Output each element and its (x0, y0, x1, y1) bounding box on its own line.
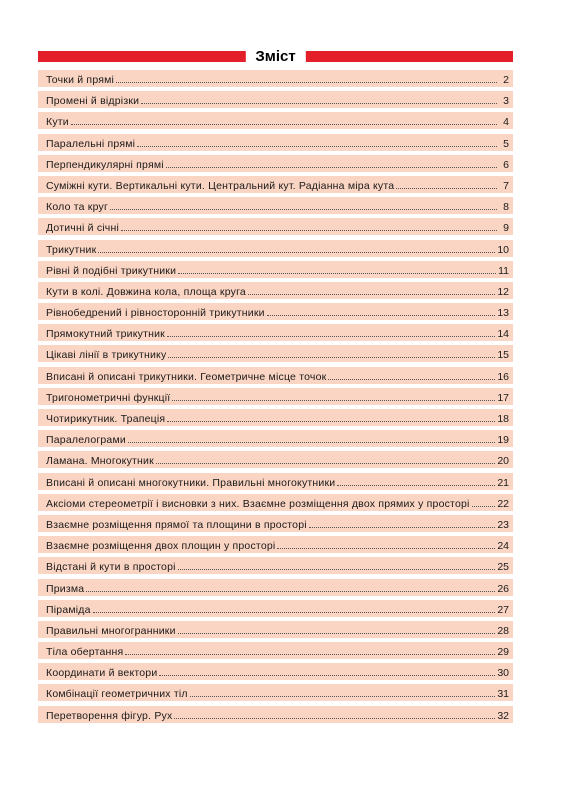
toc-entry[interactable] (38, 155, 513, 172)
toc-entry-page-number: 28 (497, 624, 509, 637)
dot-leader (174, 717, 495, 719)
toc-entry-label: Цікаві лінії в трикутнику (46, 349, 167, 362)
toc-entry-label: Правильні многогранники (46, 624, 176, 637)
toc-entry[interactable] (38, 218, 513, 235)
toc-entry-page-number: 23 (497, 518, 509, 531)
toc-entry-page-number: 31 (497, 688, 509, 701)
toc-entry[interactable] (38, 494, 513, 511)
toc-entry-label: Кути в колі. Довжина кола, площа круга (46, 285, 246, 298)
toc-entry-page-number: 18 (497, 413, 509, 425)
toc-entry-page-number: 10 (497, 243, 509, 256)
toc-entry-label: Ламана. Многокутник (46, 455, 154, 468)
toc-entry-label: Перетворення фігур. Рух (46, 709, 173, 722)
toc-entry-label: Тіла обертання (46, 646, 124, 659)
toc-entry-label: Суміжні кути. Вертикальні кути. Центральний кут. Радіанна міра кута (46, 179, 395, 192)
toc-entry-label: Трикутник (46, 243, 97, 256)
toc-entry-page-number: 11 (498, 264, 509, 277)
dot-leader (267, 314, 496, 316)
dot-leader (121, 229, 497, 231)
toc-entry-label: Відстані й кути в просторі (46, 561, 176, 574)
toc-entry-label: Призма (46, 582, 85, 595)
toc-entry-label: Комбінації геометричних тіл (46, 688, 188, 701)
toc-entry[interactable] (38, 409, 513, 426)
toc-entry[interactable] (38, 197, 513, 214)
toc-entry[interactable] (38, 536, 513, 553)
dot-leader (178, 568, 496, 570)
dot-leader (86, 590, 495, 592)
toc-entry-label: Рівнобедрений і рівносторонній трикутники (46, 307, 265, 320)
toc-entry-page-number: 22 (497, 497, 509, 510)
toc-entry-label: Коло та круг (46, 201, 108, 214)
toc-entry-page-number: 25 (497, 561, 509, 574)
toc-entry-page-number: 9 (503, 222, 509, 235)
dot-leader (125, 653, 495, 655)
toc-entry-page-number: 8 (503, 201, 509, 214)
toc-entry[interactable] (38, 70, 513, 87)
dot-leader (98, 251, 495, 253)
toc-entry-page-number: 4 (503, 116, 509, 129)
toc-entry[interactable] (38, 388, 513, 405)
dot-leader (168, 356, 495, 358)
toc-entry-page-number: 21 (497, 476, 509, 489)
toc-entry-label: Тригонометричні функції (46, 391, 171, 404)
toc-entry-label: Вписані й описані трикутники. Геометричне місце точок (46, 370, 327, 383)
toc-entry[interactable] (38, 261, 513, 278)
dot-leader (116, 81, 497, 83)
toc-entry-label: Вписані й описані многокутники. Правильні многокутники (46, 476, 336, 489)
page-title: Зміст (245, 46, 305, 68)
toc-entry[interactable] (38, 112, 513, 129)
dot-leader (71, 123, 497, 125)
toc-entry-label: Взаємне розміщення двох площин у просторі (46, 540, 276, 553)
table-of-contents (38, 68, 513, 723)
toc-entry-label: Чотирикутник. Трапеція (46, 413, 166, 425)
toc-entry-label: Аксіоми стереометрії і висновки з них. Взаємне розміщення двох прямих у просторі (46, 497, 470, 510)
toc-entry-page-number: 17 (497, 391, 509, 404)
toc-entry[interactable] (38, 324, 513, 341)
dot-leader (141, 102, 497, 104)
dot-leader (337, 484, 495, 486)
toc-entry-page-number: 5 (503, 137, 509, 150)
toc-entry-page-number: 16 (497, 370, 509, 383)
toc-entry-page-number: 24 (497, 540, 509, 553)
dot-leader (172, 399, 495, 401)
dot-leader (178, 272, 496, 274)
toc-entry-label: Координати й вектори (46, 667, 158, 680)
dot-leader (137, 145, 497, 147)
dot-leader (190, 695, 496, 697)
toc-entry-page-number: 30 (497, 667, 509, 680)
toc-entry-page-number: 15 (497, 349, 509, 362)
dot-leader (472, 505, 496, 507)
toc-entry-page-number: 19 (497, 434, 509, 447)
toc-entry[interactable] (38, 303, 513, 320)
dot-leader (178, 632, 496, 634)
toc-entry-page-number: 29 (497, 646, 509, 659)
toc-entry-page-number: 13 (497, 307, 509, 320)
toc-entry-label: Дотичні й січні (46, 222, 119, 235)
toc-entry-label: Рівні й подібні трикутники (46, 264, 177, 277)
toc-entry[interactable] (38, 176, 513, 193)
toc-header (38, 46, 513, 68)
dot-leader (277, 547, 495, 549)
dot-leader (166, 166, 497, 168)
toc-entry-label: Кути (46, 116, 69, 129)
toc-entry-page-number: 26 (497, 582, 509, 595)
toc-entry-page-number: 27 (497, 603, 509, 616)
toc-entry-label: Перпендикулярні прямі (46, 158, 164, 171)
toc-entry-page-number: 2 (503, 74, 509, 86)
dot-leader (128, 441, 495, 443)
toc-entry[interactable] (38, 91, 513, 108)
toc-entry-page-number: 3 (503, 95, 509, 108)
toc-entry[interactable] (38, 451, 513, 468)
dot-leader (110, 208, 497, 210)
toc-entry-page-number: 6 (503, 158, 509, 171)
toc-entry-label: Прямокутний трикутник (46, 328, 165, 341)
dot-leader (167, 335, 495, 337)
toc-entry[interactable] (38, 473, 513, 490)
toc-entry[interactable] (38, 557, 513, 574)
toc-entry-label: Взаємне розміщення прямої та площини в просторі (46, 518, 307, 531)
dot-leader (167, 420, 495, 422)
dot-leader (396, 187, 497, 189)
toc-entry-page-number: 14 (497, 328, 509, 341)
toc-entry-page-number: 20 (497, 455, 509, 468)
toc-entry[interactable] (38, 642, 513, 659)
dot-leader (156, 462, 495, 464)
toc-entry[interactable] (38, 600, 513, 617)
toc-entry[interactable] (38, 282, 513, 299)
toc-entry[interactable] (38, 367, 513, 384)
toc-entry[interactable] (38, 706, 513, 723)
toc-entry[interactable] (38, 515, 513, 532)
dot-leader (309, 526, 496, 528)
toc-entry[interactable] (38, 684, 513, 701)
toc-entry[interactable] (38, 663, 513, 680)
toc-entry[interactable] (38, 240, 513, 257)
dot-leader (248, 293, 495, 295)
toc-entry[interactable] (38, 430, 513, 447)
toc-entry[interactable] (38, 134, 513, 151)
toc-entry-page-number: 12 (497, 285, 509, 298)
toc-entry-label: Піраміда (46, 603, 91, 616)
toc-entry-label: Паралелограми (46, 434, 126, 447)
toc-entry[interactable] (38, 345, 513, 362)
toc-entry[interactable] (38, 621, 513, 638)
toc-entry-page-number: 7 (503, 179, 509, 192)
dot-leader (328, 378, 495, 380)
toc-entry-page-number: 32 (497, 709, 509, 722)
dot-leader (93, 611, 496, 613)
toc-entry-label: Промені й відрізки (46, 95, 140, 108)
toc-entry-label: Точки й прямі (46, 74, 115, 86)
toc-entry[interactable] (38, 579, 513, 596)
toc-entry-label: Паралельні прямі (46, 137, 136, 150)
dot-leader (159, 674, 495, 676)
